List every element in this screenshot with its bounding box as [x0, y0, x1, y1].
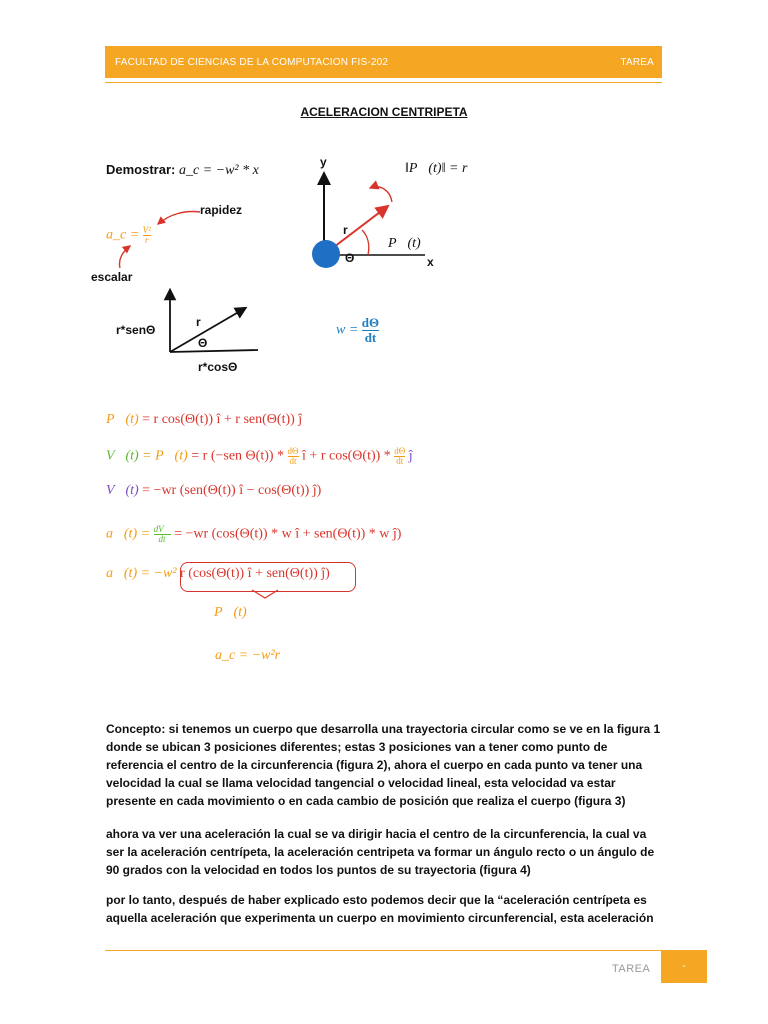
eq1-lhs: P⃗(t) — [106, 412, 139, 427]
axis-y-label: y — [320, 155, 327, 169]
omega-num: dΘ — [361, 315, 380, 330]
eq5-lhs: a⃗(t) = −w² — [106, 566, 177, 581]
position-vector — [330, 206, 388, 250]
rapidez-arrow — [158, 212, 200, 225]
eq2-rhs: = r (−sen Θ(t)) * — [191, 448, 285, 464]
ac-den: r — [145, 235, 149, 245]
page-title: ACELERACION CENTRIPETA — [300, 105, 468, 119]
omega-formula — [336, 316, 379, 345]
theta-arc — [362, 230, 369, 255]
demostrar-line — [106, 162, 259, 179]
ac-lhs: a_c = — [106, 227, 140, 243]
demostrar-formula: a_c = −w² * x — [178, 163, 259, 178]
eq4-rhs: = −wr (cos(Θ(t)) * w î + sen(Θ(t)) * w ĵ) — [174, 526, 402, 542]
ac-num: V² — [142, 225, 151, 235]
triangle-diagram — [160, 288, 270, 358]
equation-acceleration — [106, 525, 401, 544]
eq5-rhs: r (cos(Θ(t)) î + sen(Θ(t)) ĵ) — [180, 566, 330, 581]
header-tag: TAREA — [620, 56, 654, 68]
omega-den: dt — [364, 330, 377, 345]
equation-centripetal: a_c = −w²r — [215, 648, 281, 663]
header-course: FACULTAD DE CIENCIAS DE LA COMPUTACION FIS-202 — [115, 56, 389, 68]
triangle-r-label: r — [196, 315, 201, 329]
eq2-frac-den-a: dt — [289, 456, 297, 466]
eq4-lhs: a⃗(t) = — [106, 526, 151, 542]
eq4-frac-den: dt — [158, 534, 166, 544]
eq3-rhs: = −wr (sen(Θ(t)) î − cos(Θ(t)) ĵ) — [142, 483, 322, 498]
theta-label: Θ — [345, 251, 355, 265]
footer-label: TAREA — [612, 963, 651, 975]
position-label: P⃗(t) — [388, 236, 421, 251]
eq2-lhs: V⃗(t) — [106, 448, 139, 464]
annotation-arrows — [100, 200, 210, 275]
magnitude-formula: ‖P⃗(t)‖ = r — [405, 161, 468, 176]
page-number-box: - — [661, 950, 707, 983]
paragraph-concept: Concepto: si tenemos un cuerpo que desarrolla una trayectoria circular como se ve en la figura 1 donde se ubican 3 posiciones diferentes; estas 3 posiciones van a tener como punto de referencia el centro de la circunferencia (figura 2), ahora el cuerpo en cada punto va tener una velocidad la cual se llama velocidad tangencial o velocidad lineal, esta velocidad va estar presente en cada movimiento o en cada cambio de posición que realiza el cuerpo (figura 3) — [106, 722, 661, 808]
demostrar-label: Demostrar: — [106, 162, 176, 177]
equation-velocity-factored — [106, 483, 321, 499]
escalar-arrow — [119, 246, 130, 268]
triangle-horizontal — [170, 350, 258, 352]
equation-acceleration-factored — [106, 566, 330, 582]
header-divider — [105, 82, 662, 83]
eq2-mid: = P⃗(t) — [142, 448, 188, 464]
escalar-label: escalar — [91, 270, 133, 284]
eq2-tail: ĵ — [408, 448, 413, 464]
body-circle — [312, 240, 340, 268]
eq3-lhs: V⃗(t) — [106, 483, 139, 498]
eq2-frac-den-b: dt — [396, 456, 404, 466]
equation-velocity — [106, 447, 413, 466]
bracket-pointer — [250, 588, 280, 600]
eq2-frac-num-a: dΘ — [287, 446, 299, 456]
equation-position — [106, 412, 302, 428]
eq2-frac-num-b: dΘ — [394, 446, 406, 456]
footer-divider — [105, 950, 662, 951]
paragraph-conclusion: por lo tanto, después de haber explicado esto podemos decir que la “aceleración centrípeta es aquella aceleración que experimenta un cuerpo en movimiento circunferencial, esta aceleración — [106, 893, 654, 925]
page-header — [105, 46, 662, 78]
eq4-frac-num: dV⃗ — [153, 524, 171, 534]
eq1-rhs: = r cos(Θ(t)) î + r sen(Θ(t)) ĵ — [142, 412, 303, 427]
eq2-mid2: î + r cos(Θ(t)) * — [302, 448, 391, 464]
rotation-arrow — [370, 187, 392, 202]
axis-x-label: x — [427, 255, 434, 269]
triangle-theta-label: Θ — [198, 336, 208, 350]
paragraph-acceleration: ahora va ver una aceleración la cual se va dirigir hacia el centro de la circunferencia, la cual va ser la aceleración centrípeta, la aceleración centripeta va formar un ángulo recto o un ángulo de 90 grados con la velocidad en todos los puntos de su trayectoria (figura 4) — [106, 827, 655, 877]
eq5-position-label: P⃗(t) — [214, 605, 247, 620]
rapidez-label: rapidez — [200, 203, 243, 217]
omega-lhs: w = — [336, 322, 359, 338]
rcos-label: r*cosΘ — [198, 360, 238, 374]
rsen-label: r*senΘ — [116, 323, 156, 337]
radius-label: r — [343, 223, 348, 237]
